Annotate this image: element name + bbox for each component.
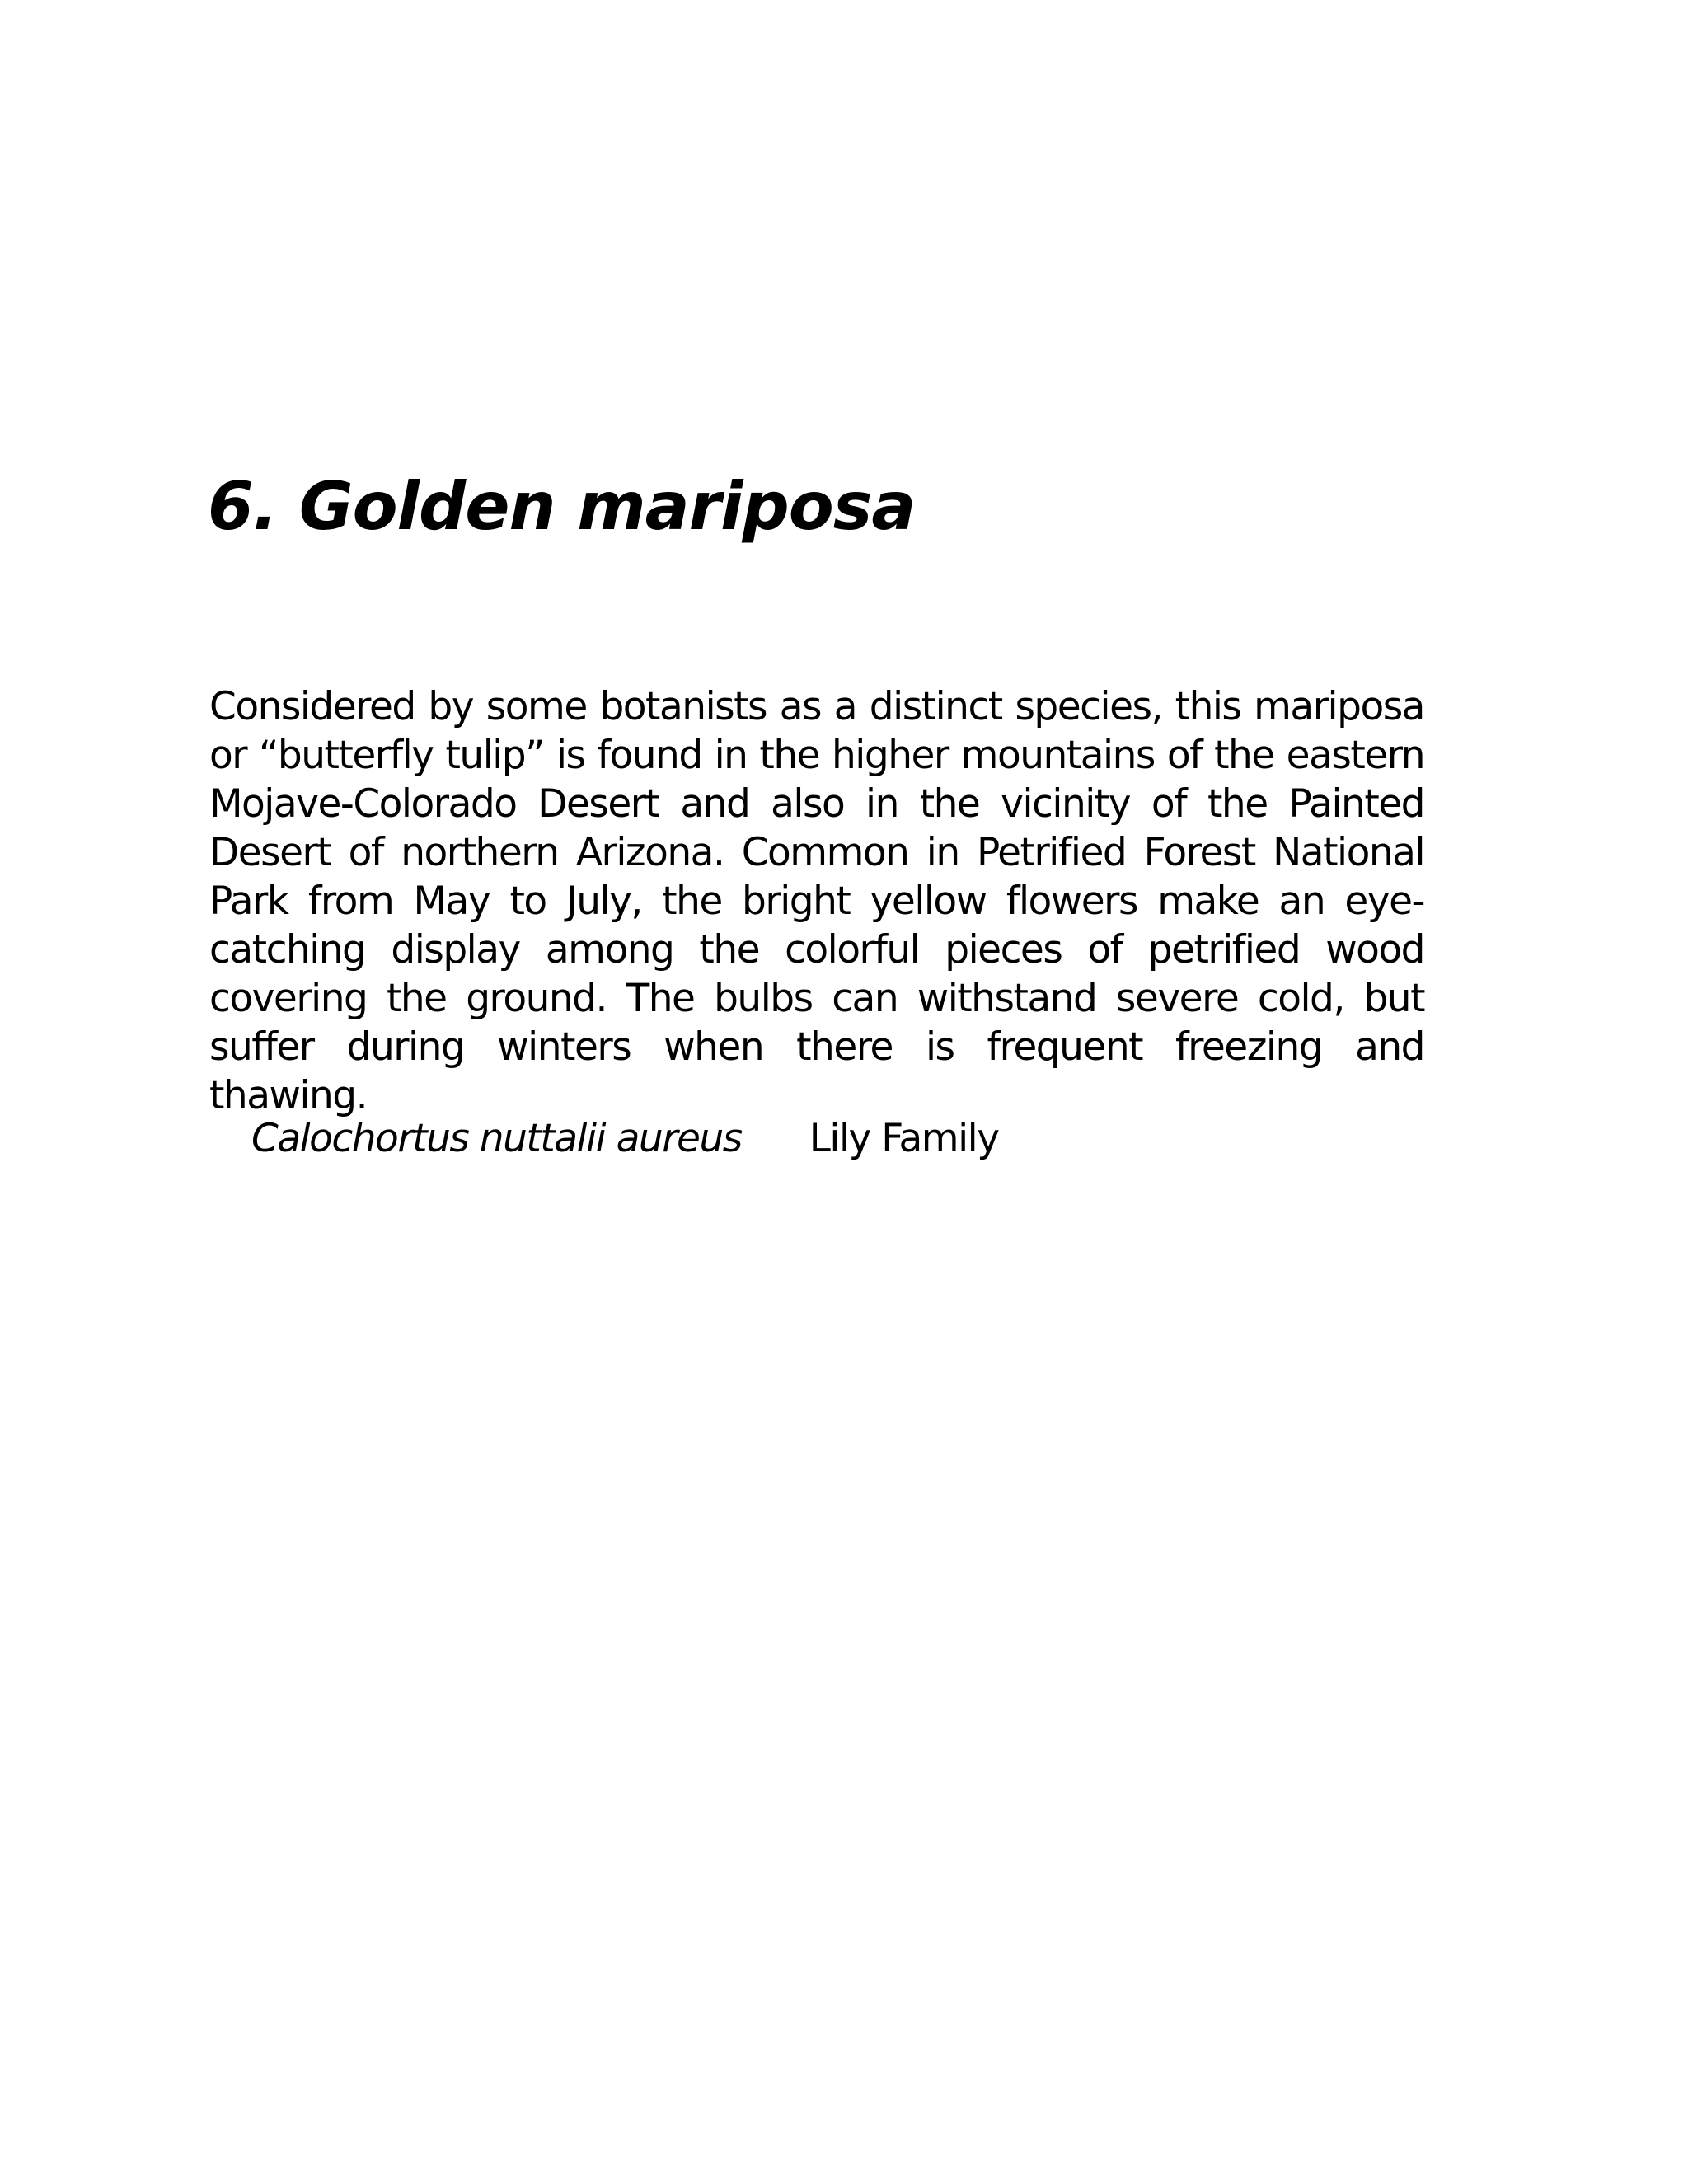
description-paragraph: Considered by some botanists as a distinct species, this mariposa or “butterfly tulip” is found in the higher mountains of the eastern Mojave-Colorado Desert and also in the vicinity of the Painted Desert of northern Arizona. Common in Petrified Forest National Park from May to July, the bright yellow flowers make an eye-catching display among the colorful pieces of petrified wood covering the ground. The bulbs can withstand severe cold, but suffer during winters when there is frequent freezing and thawing. xyxy=(209,684,1424,1118)
page-title: 6. Golden mariposa xyxy=(208,468,916,545)
scientific-name: Calochortus nuttalii aureus xyxy=(251,1116,742,1161)
plant-family: Lily Family xyxy=(809,1116,999,1161)
taxonomy-caption xyxy=(251,1114,999,1164)
